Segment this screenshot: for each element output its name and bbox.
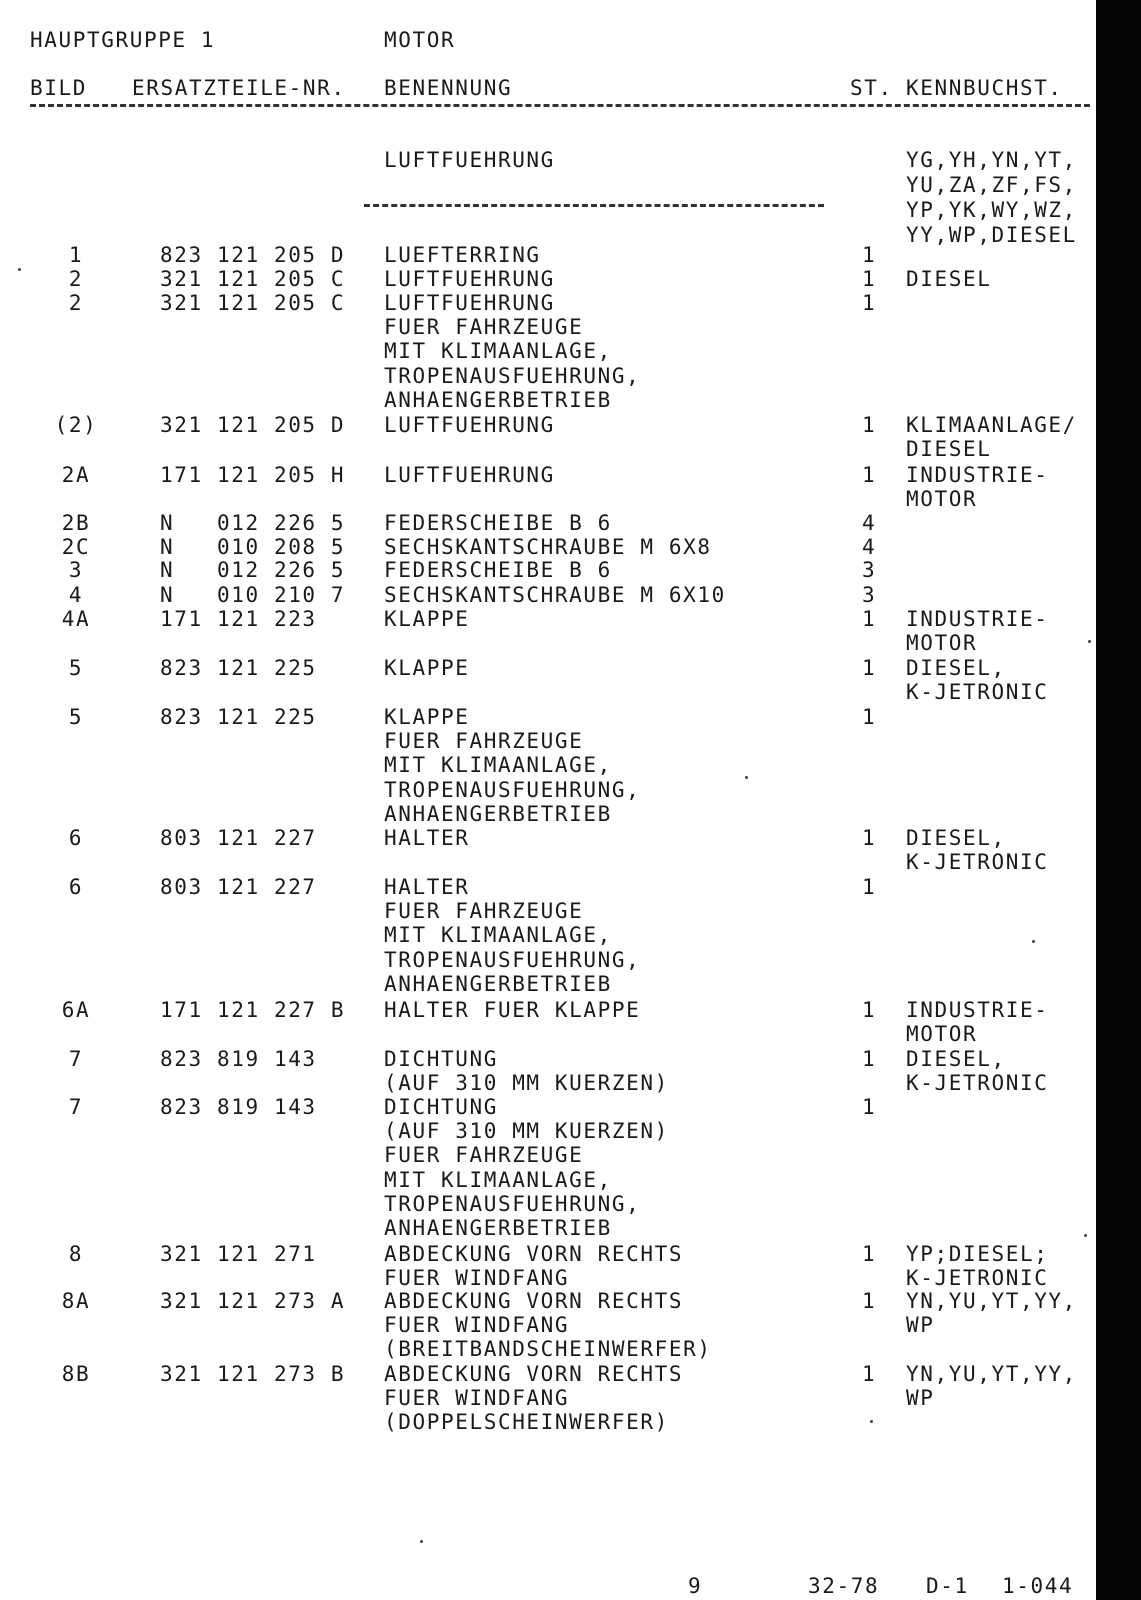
identifier-line: MOTOR: [906, 631, 978, 656]
designation-line: (AUF 310 MM KUERZEN): [384, 1071, 669, 1096]
designation-line: LUEFTERRING: [384, 243, 541, 267]
part-number: 321 121 205 C: [160, 267, 346, 291]
designation-line: ANHAENGERBETRIEB: [384, 1216, 612, 1240]
part-number: 321 121 205 D: [160, 413, 346, 437]
designation-line: FUER FAHRZEUGE: [384, 1143, 584, 1168]
identifier-line: YP;DIESEL;: [906, 1242, 1049, 1266]
designation-line: LUFTFUEHRUNG: [384, 267, 555, 291]
designation-line: KLAPPE: [384, 656, 470, 680]
col-header-benennung: BENENNUNG: [384, 76, 513, 100]
quantity: 1: [862, 1362, 877, 1386]
designation-line: DICHTUNG: [384, 1047, 498, 1071]
identifier-line: DIESEL,: [906, 1047, 1006, 1071]
section-underline: [364, 204, 824, 207]
designation-line: FUER FAHRZEUGE: [384, 315, 584, 340]
part-number: 171 121 223: [160, 607, 317, 631]
part-number: 321 121 273 B: [160, 1362, 346, 1386]
part-number: 823 121 205 D: [160, 243, 346, 267]
bild-number: 2: [68, 267, 84, 291]
quantity: 1: [862, 875, 877, 899]
section-code-line: YU,ZA,ZF,FS,: [906, 173, 1077, 197]
part-number: 171 121 227 B: [160, 998, 346, 1022]
part-number: 321 121 273 A: [160, 1289, 346, 1313]
quantity: 1: [862, 998, 877, 1022]
part-number: 803 121 227: [160, 826, 317, 850]
footer-page-number: 9: [688, 1574, 703, 1598]
identifier-line: YN,YU,YT,YY,: [906, 1362, 1077, 1386]
designation-line: FUER WINDFANG: [384, 1386, 570, 1411]
designation-line: FUER FAHRZEUGE: [384, 729, 584, 754]
designation-line: TROPENAUSFUEHRUNG,: [384, 777, 641, 802]
quantity: 1: [862, 291, 877, 315]
bild-number: 2: [68, 291, 84, 315]
designation-line: MIT KLIMAANLAGE,: [384, 1167, 612, 1192]
footer-reference: 1-044: [1002, 1574, 1074, 1598]
bild-number: 6: [68, 826, 84, 850]
bild-number: 1: [68, 243, 84, 267]
quantity: 1: [862, 705, 877, 729]
identifier-line: DIESEL,: [906, 826, 1006, 850]
part-number: 321 121 271: [160, 1242, 317, 1266]
designation-line: MIT KLIMAANLAGE,: [384, 753, 612, 778]
part-number: 321 121 205 C: [160, 291, 346, 315]
designation-line: (AUF 310 MM KUERZEN): [384, 1119, 669, 1144]
section-code-line: YG,YH,YN,YT,: [906, 148, 1077, 172]
section-code-line: YY,WP,DIESEL: [906, 223, 1077, 247]
designation-line: FEDERSCHEIBE B 6: [384, 511, 612, 535]
identifier-line: KLIMAANLAGE/: [906, 413, 1077, 437]
identifier-line: DIESEL: [906, 437, 992, 462]
designation-line: ANHAENGERBETRIEB: [384, 801, 612, 826]
designation-line: MIT KLIMAANLAGE,: [384, 339, 612, 364]
scan-speck: [1032, 940, 1035, 943]
scan-edge-bar: [1096, 0, 1141, 1600]
designation-line: KLAPPE: [384, 607, 470, 631]
identifier-line: INDUSTRIE-: [906, 607, 1049, 631]
identifier-line: MOTOR: [906, 1022, 978, 1047]
identifier-line: K-JETRONIC: [906, 850, 1049, 875]
identifier-line: INDUSTRIE-: [906, 998, 1049, 1022]
col-header-bild: BILD: [30, 76, 87, 100]
quantity: 1: [862, 267, 877, 291]
designation-line: TROPENAUSFUEHRUNG,: [384, 1191, 641, 1216]
col-header-kennbuchst: KENNBUCHST.: [906, 76, 1063, 100]
bild-number: 7: [68, 1047, 84, 1071]
designation-line: LUFTFUEHRUNG: [384, 463, 555, 487]
designation-line: FEDERSCHEIBE B 6: [384, 558, 612, 582]
scan-speck: [1084, 1234, 1087, 1237]
scan-speck: [18, 268, 21, 271]
quantity: 1: [862, 413, 877, 437]
header-divider: [30, 104, 1090, 107]
designation-line: HALTER: [384, 826, 470, 850]
identifier-line: K-JETRONIC: [906, 1266, 1049, 1291]
identifier-line: K-JETRONIC: [906, 680, 1049, 705]
identifier-line: YN,YU,YT,YY,: [906, 1289, 1077, 1313]
designation-line: (BREITBANDSCHEINWERFER): [384, 1337, 712, 1362]
bild-number: 4A: [61, 607, 91, 631]
quantity: 3: [862, 583, 877, 607]
designation-line: (DOPPELSCHEINWERFER): [384, 1410, 669, 1435]
designation-line: TROPENAUSFUEHRUNG,: [384, 363, 641, 388]
bild-number: 4: [68, 583, 84, 607]
group-title: MOTOR: [384, 28, 456, 52]
col-header-nr: ERSATZTEILE-NR.: [132, 76, 346, 100]
quantity: 1: [862, 1095, 877, 1119]
quantity: 1: [862, 1242, 877, 1266]
group-heading: HAUPTGRUPPE 1: [30, 28, 216, 52]
part-number: N 010 210 7: [160, 583, 346, 607]
footer-region: D-1: [926, 1574, 969, 1598]
designation-line: FUER FAHRZEUGE: [384, 899, 584, 924]
quantity: 1: [862, 1047, 877, 1071]
scan-speck: [745, 776, 748, 779]
identifier-line: DIESEL,: [906, 656, 1006, 680]
quantity: 3: [862, 558, 877, 582]
designation-line: LUFTFUEHRUNG: [384, 413, 555, 437]
designation-line: SECHSKANTSCHRAUBE M 6X10: [384, 583, 726, 607]
bild-number: 7: [68, 1095, 84, 1119]
bild-number: 8A: [61, 1289, 91, 1313]
part-number: 803 121 227: [160, 875, 317, 899]
part-number: N 012 226 5: [160, 558, 346, 582]
part-number: 823 121 225: [160, 656, 317, 680]
designation-line: ABDECKUNG VORN RECHTS: [384, 1362, 684, 1386]
quantity: 1: [862, 607, 877, 631]
quantity: 1: [862, 656, 877, 680]
designation-line: KLAPPE: [384, 705, 470, 729]
part-number: N 010 208 5: [160, 535, 346, 559]
bild-number: 8B: [61, 1362, 91, 1386]
bild-number: 5: [68, 656, 84, 680]
bild-number: 5: [68, 705, 84, 729]
designation-line: MIT KLIMAANLAGE,: [384, 923, 612, 948]
part-number: 823 819 143: [160, 1047, 317, 1071]
bild-number: 3: [68, 558, 84, 582]
identifier-line: DIESEL: [906, 267, 992, 291]
quantity: 1: [862, 243, 877, 267]
scan-speck: [420, 1540, 423, 1543]
bild-number: 2A: [61, 463, 91, 487]
quantity: 1: [862, 1289, 877, 1313]
identifier-line: WP: [906, 1386, 935, 1411]
designation-line: ANHAENGERBETRIEB: [384, 387, 612, 412]
section-code-line: YP,YK,WY,WZ,: [906, 198, 1077, 222]
part-number: N 012 226 5: [160, 511, 346, 535]
designation-line: ANHAENGERBETRIEB: [384, 971, 612, 996]
identifier-line: WP: [906, 1313, 935, 1338]
quantity: 1: [862, 826, 877, 850]
designation-line: DICHTUNG: [384, 1095, 498, 1119]
identifier-line: INDUSTRIE-: [906, 463, 1049, 487]
designation-line: LUFTFUEHRUNG: [384, 291, 555, 315]
bild-number: 2C: [61, 535, 91, 559]
designation-line: HALTER FUER KLAPPE: [384, 998, 641, 1022]
designation-line: FUER WINDFANG: [384, 1313, 570, 1338]
quantity: 4: [862, 535, 877, 559]
designation-line: ABDECKUNG VORN RECHTS: [384, 1242, 684, 1266]
scan-speck: [870, 1420, 873, 1423]
bild-number: 2B: [61, 511, 91, 535]
footer-date-code: 32-78: [808, 1574, 880, 1598]
bild-number: (2): [54, 413, 98, 437]
part-number: 823 819 143: [160, 1095, 317, 1119]
part-number: 171 121 205 H: [160, 463, 346, 487]
bild-number: 6A: [61, 998, 91, 1022]
bild-number: 8: [68, 1242, 84, 1266]
scan-speck: [1088, 640, 1091, 643]
bild-number: 6: [68, 875, 84, 899]
identifier-line: K-JETRONIC: [906, 1071, 1049, 1096]
part-number: 823 121 225: [160, 705, 317, 729]
designation-line: ABDECKUNG VORN RECHTS: [384, 1289, 684, 1313]
quantity: 1: [862, 463, 877, 487]
section-title: LUFTFUEHRUNG: [384, 148, 555, 172]
designation-line: SECHSKANTSCHRAUBE M 6X8: [384, 535, 712, 559]
identifier-line: MOTOR: [906, 487, 978, 512]
col-header-st: ST.: [850, 76, 893, 100]
quantity: 4: [862, 511, 877, 535]
designation-line: FUER WINDFANG: [384, 1266, 570, 1291]
designation-line: HALTER: [384, 875, 470, 899]
designation-line: TROPENAUSFUEHRUNG,: [384, 947, 641, 972]
